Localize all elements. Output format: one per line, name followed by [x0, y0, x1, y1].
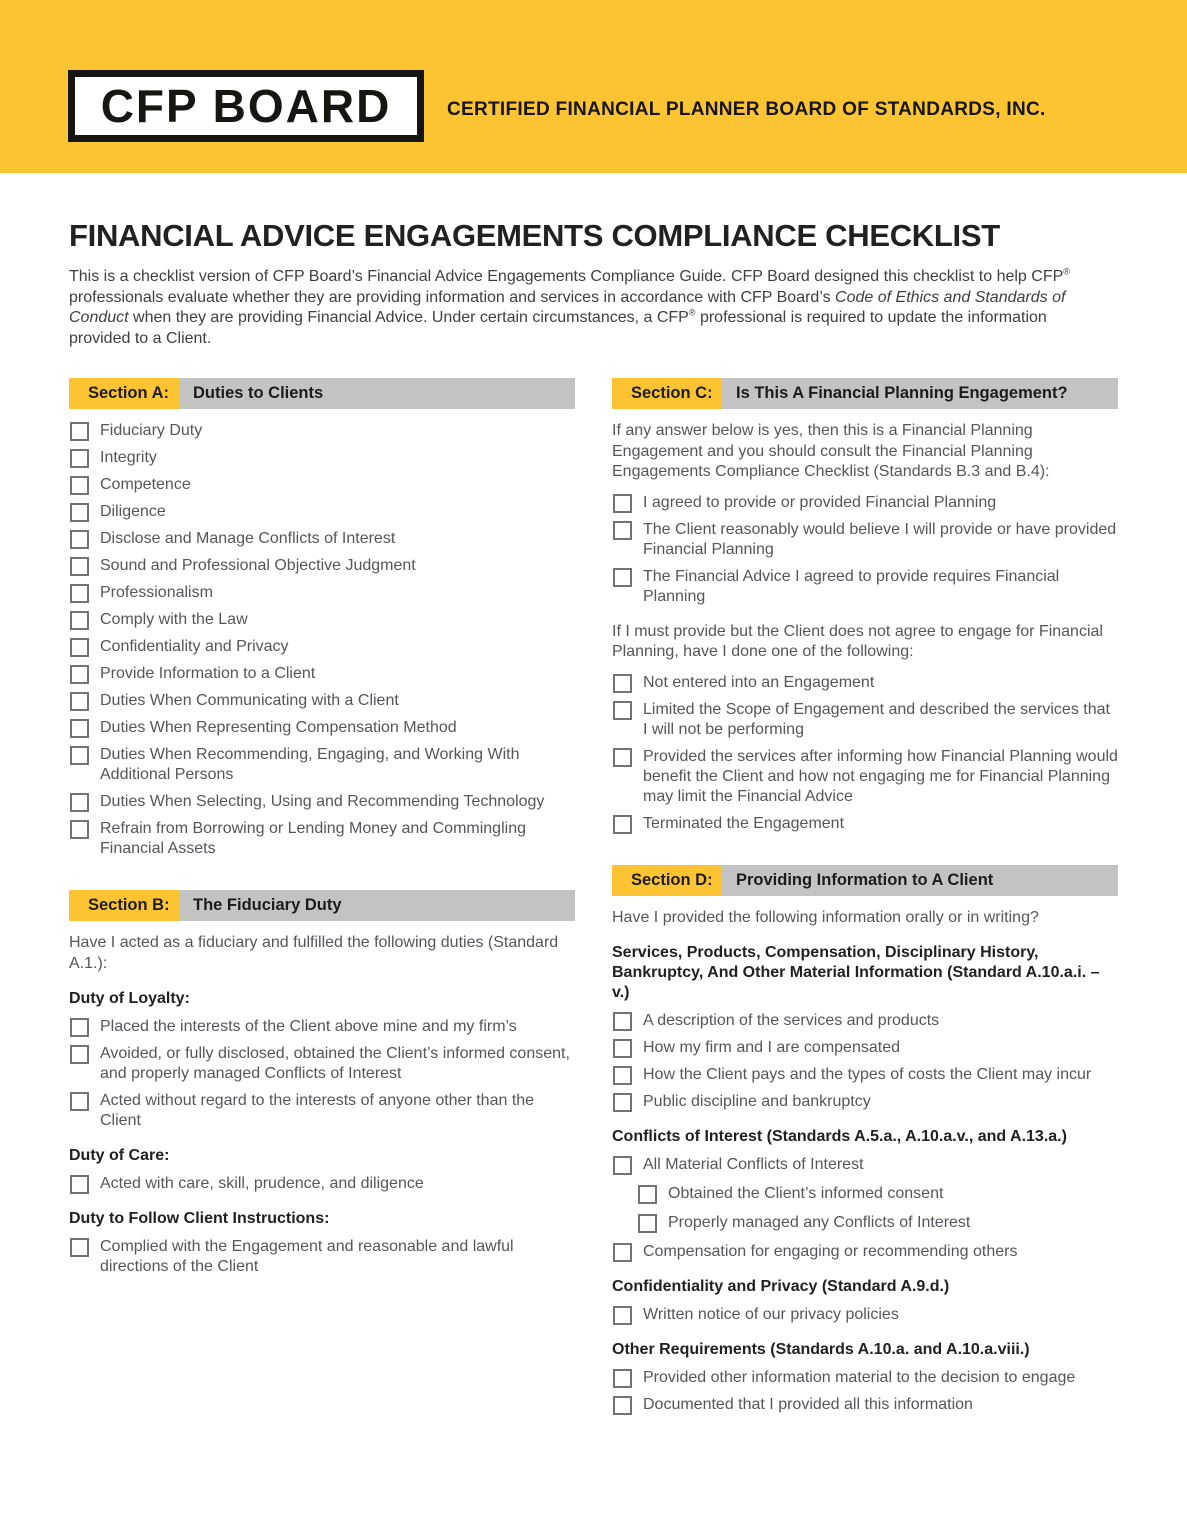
- checklist-item-label: How the Client pays and the types of costs the Client may incur: [643, 1066, 1092, 1083]
- checklist-item: [69, 664, 575, 684]
- intro-italic-text: Code of Ethics and Standards of Conduct: [69, 288, 1066, 326]
- checklist-item-label: Written notice of our privacy policies: [643, 1306, 899, 1323]
- registered-trademark-symbol: ®: [688, 307, 696, 318]
- checkbox[interactable]: [70, 1045, 89, 1064]
- section-title: Is This A Financial Planning Engagement?: [736, 384, 1068, 402]
- checklist-item-label: Acted without regard to the interests of anyone other than the Client: [100, 1092, 535, 1129]
- checklist-item-label: Fiduciary Duty: [100, 422, 203, 439]
- checklist-item: [612, 493, 1118, 513]
- section-A-header: [69, 378, 575, 409]
- checklist-item: [69, 1091, 575, 1131]
- organization-name: CERTIFIED FINANCIAL PLANNER BOARD OF STANDARDS, INC.: [447, 99, 1046, 120]
- checklist-item-label: Provided the services after informing how Financial Planning would benefit the Client and how not engaging me for Financial Planning may limit the Financial Advice: [643, 747, 1118, 805]
- checklist-item: [637, 1184, 1118, 1204]
- checkbox[interactable]: [613, 701, 632, 720]
- checklist-item: [612, 814, 1118, 834]
- right-column: [612, 378, 1118, 1422]
- checklist-item-label: Public discipline and bankruptcy: [643, 1093, 871, 1110]
- section-subheading: Other Requirements (Standards A.10.a. and A.10.a.viii.): [612, 1341, 1030, 1358]
- intro-text: professionals evaluate whether they are providing information and services in accordance with CFP Board’s: [69, 288, 836, 306]
- checkbox[interactable]: [613, 1243, 632, 1262]
- checklist-item: [69, 556, 575, 576]
- checkbox[interactable]: [613, 1396, 632, 1415]
- top-banner: [0, 0, 1187, 173]
- checklist-item: [637, 1213, 1118, 1233]
- checklist-item-label: Competence: [100, 476, 191, 493]
- checkbox[interactable]: [638, 1185, 657, 1204]
- section-B-header: [69, 890, 575, 921]
- checklist-item: [69, 529, 575, 549]
- checkbox[interactable]: [638, 1214, 657, 1233]
- section-title: Providing Information to A Client: [736, 870, 994, 889]
- left-column: [69, 378, 575, 1284]
- checkbox[interactable]: [613, 494, 632, 513]
- checkbox[interactable]: [70, 692, 89, 711]
- registered-trademark-symbol: ®: [1063, 266, 1070, 277]
- checkbox[interactable]: [613, 1066, 632, 1085]
- checklist-item-label: Properly managed any Conflicts of Interest: [668, 1214, 971, 1231]
- section-body: [69, 421, 575, 859]
- checklist-item: [69, 819, 575, 859]
- checklist-item: [69, 745, 575, 785]
- checkbox[interactable]: [70, 820, 89, 839]
- checklist-item: [69, 502, 575, 522]
- checklist-item: [612, 1011, 1118, 1031]
- section-paragraph: Have I provided the following information orally or in writing?: [612, 908, 1039, 926]
- section-body: [612, 908, 1118, 1416]
- checkbox[interactable]: [613, 748, 632, 767]
- checkbox[interactable]: [70, 449, 89, 468]
- checkbox[interactable]: [70, 746, 89, 765]
- section-C: [612, 378, 1118, 834]
- checklist-item-label: The Financial Advice I agreed to provide requires Financial Planning: [643, 567, 1060, 605]
- checkbox[interactable]: [613, 674, 632, 693]
- checklist-item-label: Diligence: [100, 503, 166, 520]
- checkbox[interactable]: [70, 557, 89, 576]
- cfp-board-logo-text: CFP BOARD: [100, 80, 392, 132]
- checkbox[interactable]: [613, 1012, 632, 1031]
- checklist-item-label: Comply with the Law: [100, 611, 248, 628]
- checklist-item-label: Duties When Communicating with a Client: [100, 692, 399, 709]
- checkbox[interactable]: [70, 638, 89, 657]
- checklist-item-label: A description of the services and products: [643, 1012, 940, 1029]
- intro-paragraph: [69, 267, 1089, 349]
- section-subheading: Duty of Loyalty:: [69, 990, 190, 1007]
- checklist-item-label: Confidentiality and Privacy: [100, 638, 289, 655]
- checkbox[interactable]: [70, 476, 89, 495]
- section-B: [69, 890, 575, 1277]
- checkbox[interactable]: [70, 1175, 89, 1194]
- section-label: Section A:: [69, 378, 179, 409]
- checklist-item-label: Provide Information to a Client: [100, 665, 316, 682]
- checkbox[interactable]: [70, 584, 89, 603]
- checkbox[interactable]: [70, 611, 89, 630]
- checkbox[interactable]: [70, 1238, 89, 1257]
- checkbox[interactable]: [70, 719, 89, 738]
- checklist-item-label: Acted with care, skill, prudence, and diligence: [100, 1175, 424, 1192]
- intro-text: when they are providing Financial Advice. Under certain circumstances, a CFP: [128, 309, 689, 326]
- section-subheading: Services, Products, Compensation, Disciplinary History, Bankruptcy, And Other Material Information (Standard A.10.a.i. – v.): [612, 944, 1100, 1001]
- section-label: Section D:: [612, 865, 722, 896]
- checklist-item-label: Disclose and Manage Conflicts of Interest: [100, 530, 396, 547]
- checklist-item: [69, 1017, 575, 1037]
- checklist-item: [612, 520, 1118, 560]
- checklist-item: [612, 700, 1118, 740]
- checklist-item: [612, 673, 1118, 693]
- checklist-item-label: Sound and Professional Objective Judgment: [100, 557, 416, 574]
- checkbox[interactable]: [70, 503, 89, 522]
- checkbox[interactable]: [70, 422, 89, 441]
- checklist-item: [69, 637, 575, 657]
- checkbox[interactable]: [70, 665, 89, 684]
- checklist-item: [612, 1395, 1118, 1415]
- section-subheading: Confidentiality and Privacy (Standard A.9.d.): [612, 1278, 950, 1295]
- checklist-item: [612, 567, 1118, 607]
- section-label: Section C:: [612, 378, 722, 409]
- section-subheading: Duty of Care:: [69, 1147, 170, 1164]
- checklist-item-label: Refrain from Borrowing or Lending Money and Commingling Financial Assets: [100, 820, 526, 857]
- checklist-item-label: Not entered into an Engagement: [643, 673, 875, 691]
- two-column-layout: [69, 378, 1118, 1422]
- checkbox[interactable]: [70, 1092, 89, 1111]
- section-body: [69, 933, 575, 1277]
- section-title: Duties to Clients: [193, 384, 324, 402]
- checklist-item: [612, 1305, 1118, 1325]
- section-D: [612, 865, 1118, 1416]
- checklist-item-label: The Client reasonably would believe I will provide or have provided Financial Planning: [643, 520, 1117, 558]
- checklist-item-label: Duties When Recommending, Engaging, and Working With Additional Persons: [100, 746, 520, 783]
- checklist-item: [612, 1242, 1118, 1262]
- checklist-item-label: Placed the interests of the Client above mine and my firm’s: [100, 1018, 517, 1035]
- checklist-item-label: Professionalism: [100, 584, 213, 601]
- section-A: [69, 378, 575, 859]
- checklist-item: [69, 1237, 575, 1277]
- checklist-item: [612, 1155, 1118, 1175]
- checklist-item-label: Obtained the Client’s informed consent: [668, 1185, 944, 1202]
- intro-text: professional is required to update the information provided to a Client.: [69, 309, 1047, 347]
- section-paragraph: Have I acted as a fiduciary and fulfilled the following duties (Standard A.1.):: [69, 934, 559, 972]
- checklist-item-label: How my firm and I are compensated: [643, 1039, 900, 1056]
- checklist-item: [612, 747, 1118, 807]
- checklist-item-label: Complied with the Engagement and reasonable and lawful directions of the Client: [100, 1238, 514, 1275]
- checklist-item-label: Provided other information material to the decision to engage: [643, 1369, 1076, 1386]
- checklist-item: [69, 421, 575, 441]
- checklist-item: [69, 610, 575, 630]
- checkbox[interactable]: [613, 1369, 632, 1388]
- checklist-item: [69, 583, 575, 603]
- checklist-item: [69, 691, 575, 711]
- checklist-item: [69, 792, 575, 812]
- checklist-item-label: Terminated the Engagement: [643, 814, 845, 832]
- checkbox[interactable]: [613, 1093, 632, 1112]
- section-subheading: Conflicts of Interest (Standards A.5.a., A.10.a.v., and A.13.a.): [612, 1128, 1067, 1145]
- checkbox[interactable]: [613, 1306, 632, 1325]
- checklist-item: [612, 1065, 1118, 1085]
- checklist-item-label: Avoided, or fully disclosed, obtained the Client’s informed consent, and properly managed Conflicts of Interest: [100, 1045, 570, 1082]
- checklist-item: [69, 1044, 575, 1084]
- section-D-header: [612, 865, 1118, 896]
- checkbox[interactable]: [70, 1018, 89, 1037]
- page-title: FINANCIAL ADVICE ENGAGEMENTS COMPLIANCE CHECKLIST: [69, 218, 1000, 253]
- section-title: The Fiduciary Duty: [193, 896, 342, 914]
- checkbox[interactable]: [613, 521, 632, 540]
- checkbox[interactable]: [70, 793, 89, 812]
- section-label: Section B:: [69, 890, 179, 921]
- checklist-item: [69, 475, 575, 495]
- section-paragraph: If I must provide but the Client does not agree to engage for Financial Planning, have I done one of the following:: [612, 622, 1103, 660]
- checklist-item-label: Duties When Representing Compensation Method: [100, 719, 457, 736]
- checklist-item-label: Compensation for engaging or recommending others: [643, 1243, 1018, 1260]
- cfp-board-logo: [68, 70, 424, 142]
- section-subheading: Duty to Follow Client Instructions:: [69, 1210, 330, 1227]
- checklist-item: [69, 1174, 575, 1194]
- document-body: [0, 218, 1187, 1422]
- checklist-item-label: I agreed to provide or provided Financial Planning: [643, 493, 997, 511]
- section-body: [612, 421, 1118, 834]
- intro-text: This is a checklist version of CFP Board’s Financial Advice Engagements Compliance Guide. CFP Board designed this checklist to help CFP: [69, 268, 1064, 285]
- checklist-item-label: Duties When Selecting, Using and Recommending Technology: [100, 793, 545, 810]
- checkbox[interactable]: [613, 1039, 632, 1058]
- checklist-item: [69, 718, 575, 738]
- section-paragraph: If any answer below is yes, then this is a Financial Planning Engagement and you should consult the Financial Planning Engagements Compliance Checklist (Standards B.3 and B.4):: [612, 422, 1050, 480]
- checkbox[interactable]: [613, 1156, 632, 1175]
- checkbox[interactable]: [613, 815, 632, 834]
- checklist-item: [612, 1092, 1118, 1112]
- checklist-item-label: All Material Conflicts of Interest: [643, 1156, 864, 1173]
- checklist-item: [612, 1368, 1118, 1388]
- checkbox[interactable]: [613, 568, 632, 587]
- checklist-item-label: Integrity: [100, 449, 157, 466]
- checkbox[interactable]: [70, 530, 89, 549]
- checklist-item: [69, 448, 575, 468]
- section-C-header: [612, 378, 1118, 409]
- checklist-item-label: Documented that I provided all this information: [643, 1396, 973, 1413]
- checklist-item-label: Limited the Scope of Engagement and described the services that I will not be performing: [643, 700, 1110, 738]
- checklist-item: [612, 1038, 1118, 1058]
